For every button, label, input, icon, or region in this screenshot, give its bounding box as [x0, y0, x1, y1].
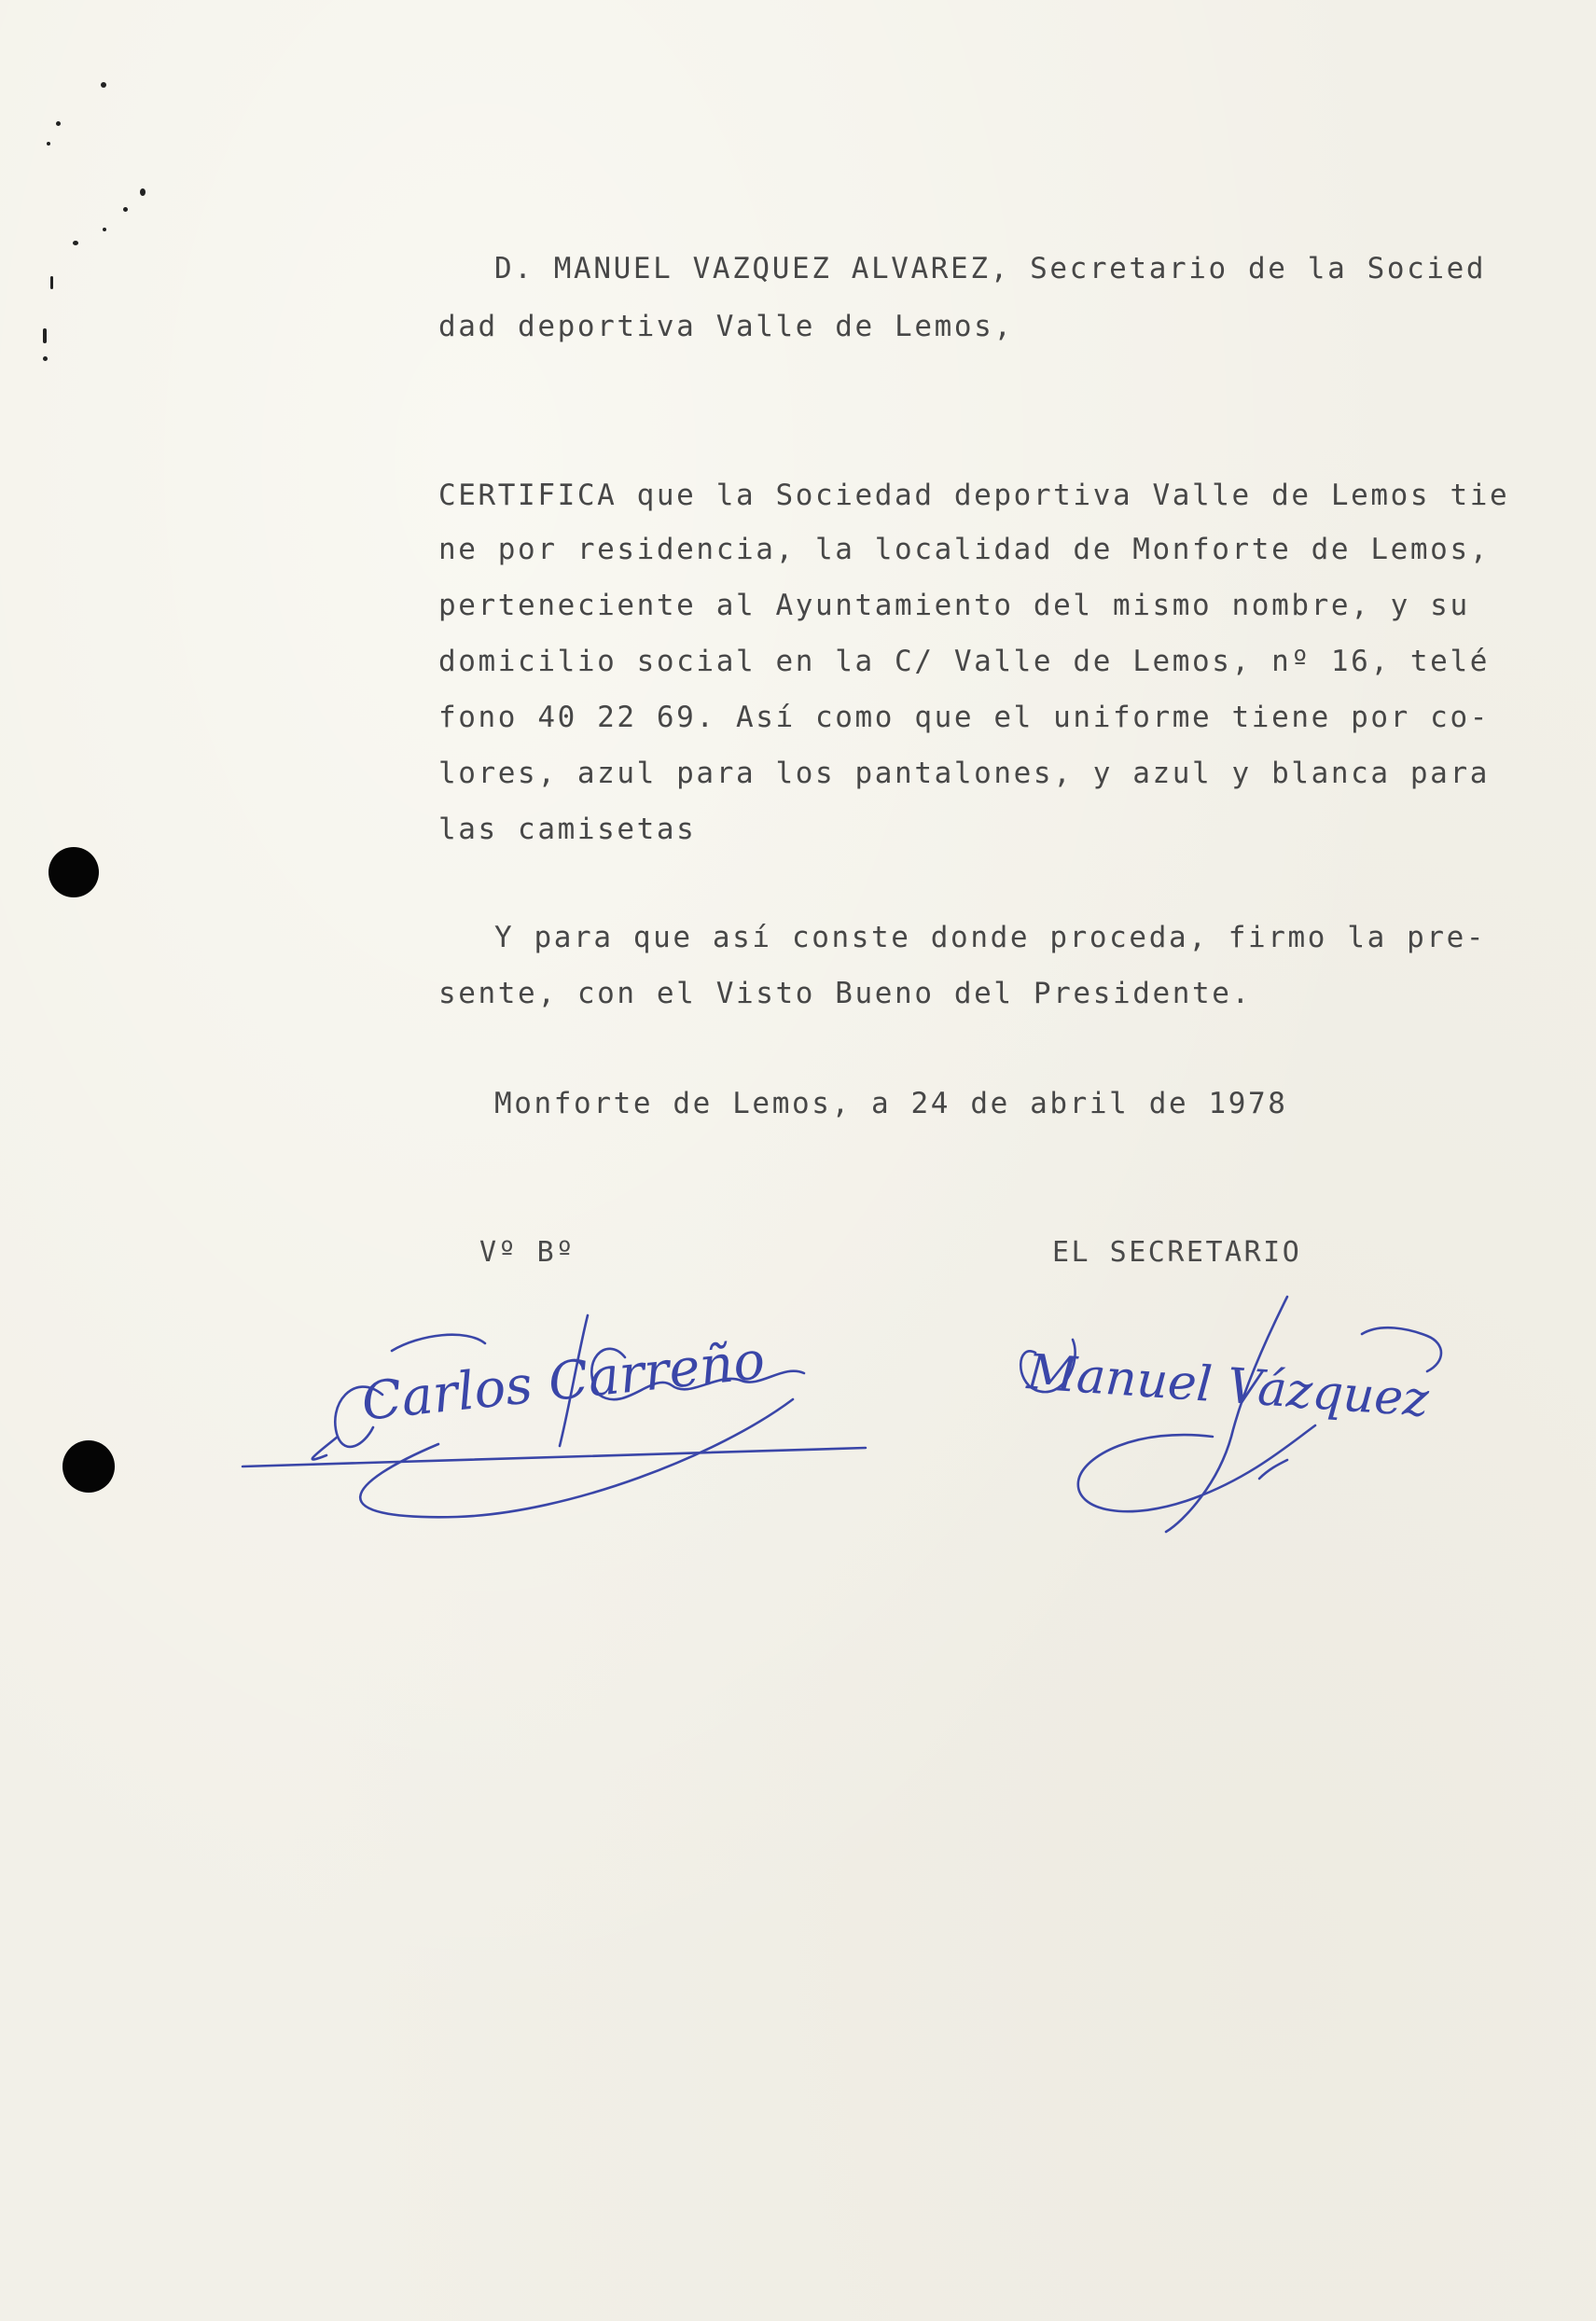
signature-left — [233, 1306, 886, 1530]
speck — [43, 328, 47, 343]
certifica-line-2: ne por residencia, la localidad de Monforte de Lemos, — [438, 533, 1490, 566]
certifica-line-4: domicilio social en la C/ Valle de Lemos, nº 16, telé — [438, 645, 1490, 678]
punch-hole-top — [49, 847, 99, 897]
speck — [140, 188, 146, 196]
date-line: Monforte de Lemos, a 24 de abril de 1978 — [494, 1087, 1288, 1120]
speck — [47, 142, 50, 146]
certifica-line-3: perteneciente al Ayuntamiento del mismo nombre, y su — [438, 589, 1470, 622]
speck — [123, 207, 128, 212]
certifica-line-1: CERTIFICA que la Sociedad deportiva Valle de Lemos tie — [438, 479, 1510, 512]
certifica-line-5: fono 40 22 69. Así como que el uniforme tiene por co- — [438, 701, 1490, 734]
speck — [56, 121, 61, 126]
heading-line-2: dad deportiva Valle de Lemos, — [438, 310, 1014, 343]
speck — [50, 276, 53, 289]
heading-line-1: D. MANUEL VAZQUEZ ALVAREZ, Secretario de la Socied — [494, 252, 1487, 285]
approval-label: Vº Bº — [479, 1236, 576, 1269]
signature-right — [1007, 1287, 1455, 1549]
speck — [103, 228, 106, 231]
signature-right-text: Manuel Vázquez — [1025, 1344, 1431, 1429]
closing-line-1: Y para que así conste donde proceda, firmo la pre- — [494, 921, 1487, 954]
speck — [101, 82, 106, 88]
certifica-line-7: las camisetas — [438, 813, 697, 846]
signature-left-text: Carlos Carreño — [358, 1329, 768, 1433]
closing-line-2: sente, con el Visto Bueno del Presidente. — [438, 977, 1252, 1010]
secretary-label: EL SECRETARIO — [1052, 1236, 1302, 1269]
speck — [73, 241, 78, 245]
punch-hole-bottom — [62, 1440, 115, 1493]
speck — [43, 356, 48, 361]
certifica-line-6: lores, azul para los pantalones, y azul y blanca para — [438, 757, 1490, 790]
